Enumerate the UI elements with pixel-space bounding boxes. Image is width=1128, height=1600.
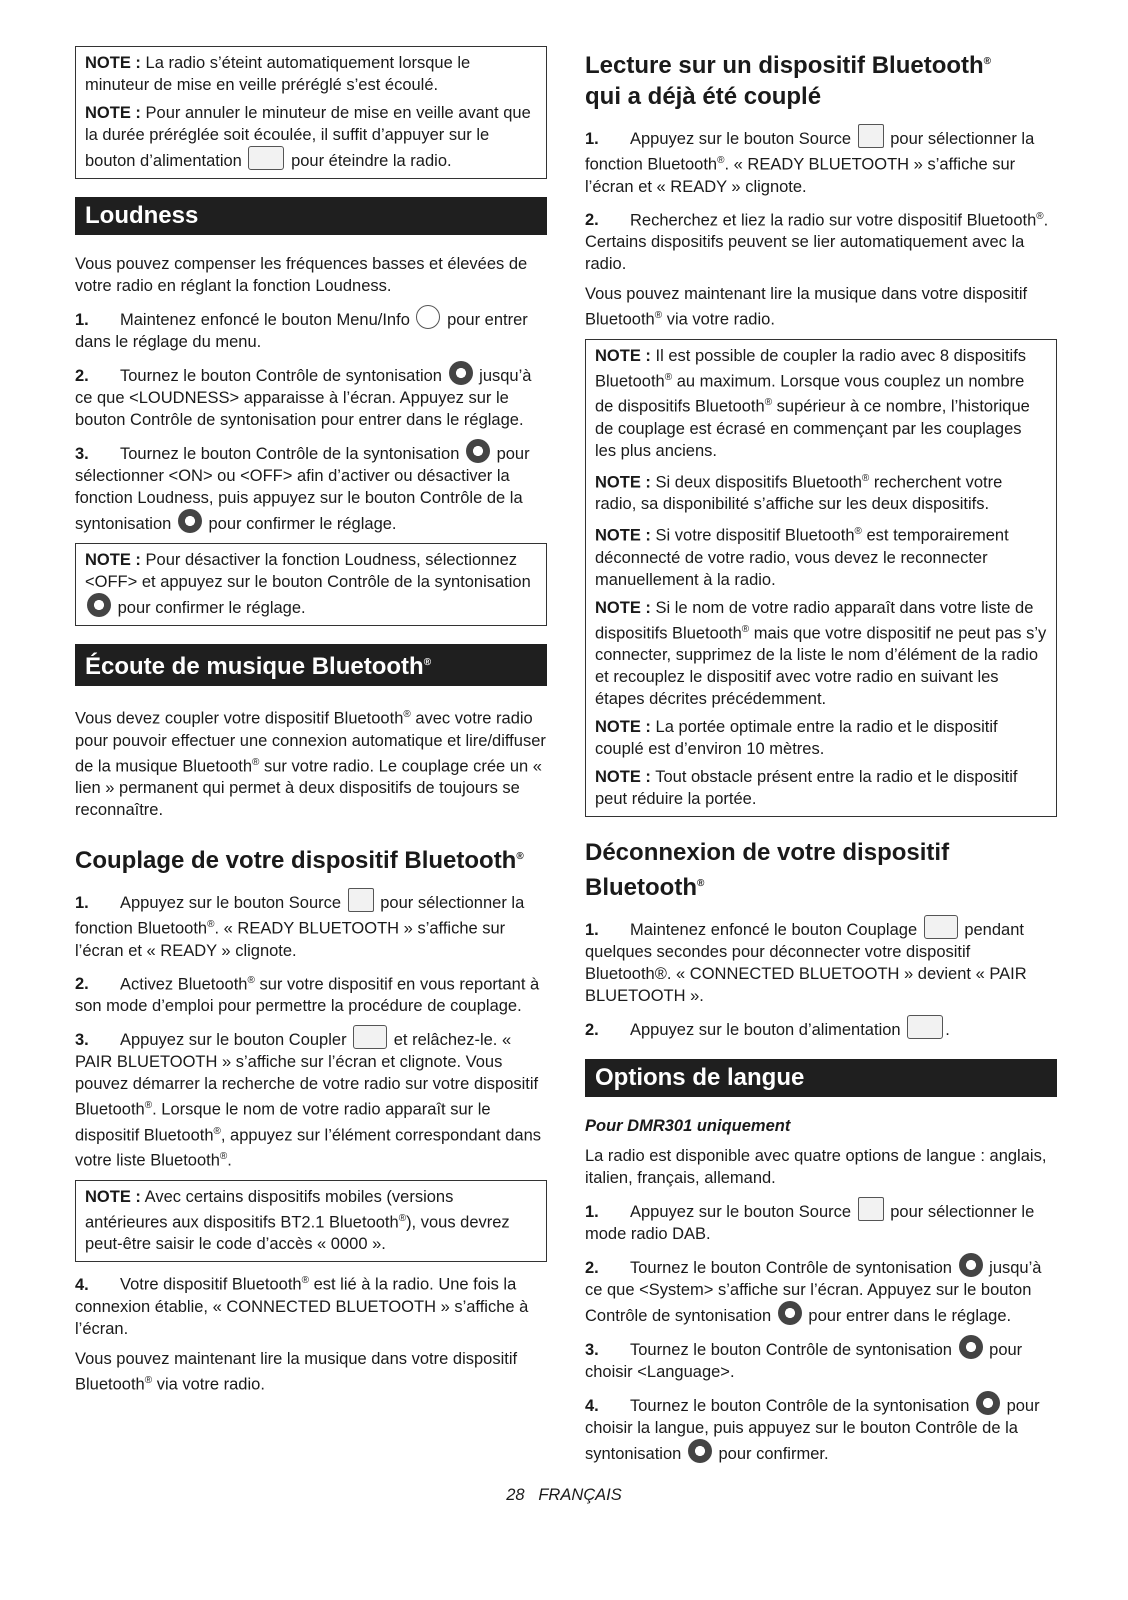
language-step-4: 4. Tournez le bouton Contrôle de la syntonisation pour choisir la langue, puis appuyez sur le bouton Contrôle de la syntonisation pour confirmer. bbox=[585, 1391, 1057, 1465]
note-paragraph: NOTE : Pour désactiver la fonction Loudness, sélectionnez <OFF> et appuyez sur le bouton Contrôle de la syntonisation pour confirmer le réglage. bbox=[85, 551, 531, 617]
note-box-bluetooth bbox=[585, 339, 1057, 818]
subsection-title-playback: Lecture sur un dispositif Bluetooth® qui a déjà été couplé bbox=[585, 52, 992, 110]
language-step-2: 2. Tournez le bouton Contrôle de syntonisation jusqu’à ce que <System> s’affiche sur l’écran. Appuyez sur le bouton Contrôle de syntonisation pour entrer dans le réglage. bbox=[585, 1253, 1057, 1327]
note-box-sleep bbox=[75, 46, 547, 179]
pair-button-icon bbox=[924, 915, 958, 939]
pairing-step-4: 4. Votre dispositif Bluetooth® est lié à la radio. Une fois la connexion établie, « CONNECTED BLUETOOTH » s’affiche à l’écran. bbox=[75, 1275, 529, 1338]
source-button-icon bbox=[348, 888, 374, 912]
power-button-icon bbox=[907, 1015, 943, 1039]
tuning-knob-icon bbox=[959, 1253, 983, 1277]
language-step-3: 3. Tournez le bouton Contrôle de syntonisation pour choisir <Language>. bbox=[585, 1335, 1057, 1383]
section-title-bluetooth: Écoute de musique Bluetooth® bbox=[75, 644, 547, 686]
playback-step-2: 2. Recherchez et liez la radio sur votre dispositif Bluetooth®. Certains dispositifs peuvent se lier automatiquement avec la radio. bbox=[585, 210, 1049, 273]
note-paragraph: NOTE : Tout obstacle présent entre la radio et le dispositif peut réduire la portée. bbox=[595, 768, 1018, 808]
note-paragraph: NOTE : Pour annuler le minuteur de mise en veille avant que la durée préréglée soit écoulée, il suffit d’appuyer sur le bouton d’alimentation pour éteindre la radio. bbox=[85, 104, 531, 170]
loudness-intro: Vous pouvez compenser les fréquences basses et élevées de votre radio en réglant la fonction Loudness. bbox=[75, 255, 528, 295]
right-column bbox=[585, 46, 1057, 1473]
pairing-step-3: 3. Appuyez sur le bouton Coupler et relâchez-le. « PAIR BLUETOOTH » s’affiche sur l’écran et clignote. Vous pouvez démarrer la recherche de votre radio sur votre dispositif Bluetooth®. Lorsque le nom de votre radio apparaît sur le dispositif Bluetooth®, appuyez sur l’élément correspondant dans votre liste Bluetooth®. bbox=[75, 1025, 547, 1172]
left-column bbox=[75, 46, 547, 1403]
note-box-loudness bbox=[75, 543, 547, 626]
note-paragraph: NOTE : Il est possible de coupler la radio avec 8 dispositifs Bluetooth® au maximum. Lorsque vous couplez un nombre de dispositifs Bluetooth® supérieur à ce nombre, l’historique de couplage est écrasé en commençant par les couplages les plus anciens. bbox=[595, 346, 1030, 460]
power-button-icon bbox=[248, 146, 284, 170]
playback-step-1: 1. Appuyez sur le bouton Source pour sélectionner la fonction Bluetooth®. « READY BLUETOOTH » s’affiche sur l’écran et « READY » clignote. bbox=[585, 124, 1057, 198]
tuning-knob-icon bbox=[778, 1301, 802, 1325]
tuning-knob-icon bbox=[466, 439, 490, 463]
tuning-knob-icon bbox=[178, 509, 202, 533]
section-title-language: Options de langue bbox=[585, 1059, 1057, 1097]
source-button-icon bbox=[858, 1197, 884, 1221]
source-button-icon bbox=[858, 124, 884, 148]
loudness-step-3: 3. Tournez le bouton Contrôle de la syntonisation pour sélectionner <ON> ou <OFF> afin d’activer ou désactiver la fonction Loudness, puis appuyez sur le bouton Contrôle de la syntonisation pour confirmer le réglage. bbox=[75, 439, 547, 535]
footer-language: FRANÇAIS bbox=[538, 1486, 622, 1504]
note-paragraph: NOTE : La portée optimale entre la radio et le dispositif couplé est d’environ 10 mètres. bbox=[595, 718, 998, 758]
tuning-knob-icon bbox=[959, 1335, 983, 1359]
loudness-step-1: 1. Maintenez enfoncé le bouton Menu/Info pour entrer dans le réglage du menu. bbox=[75, 305, 547, 353]
menu-info-icon bbox=[416, 305, 440, 329]
note-paragraph: NOTE : La radio s’éteint automatiquement lorsque le minuteur de mise en veille préréglé s’est écoulé. bbox=[85, 54, 471, 94]
tuning-knob-icon bbox=[449, 361, 473, 385]
pairing-step-1: 1. Appuyez sur le bouton Source pour sélectionner la fonction Bluetooth®. « READY BLUETOOTH » s’affiche sur l’écran et « READY » clignote. bbox=[75, 888, 547, 962]
language-step-1: 1. Appuyez sur le bouton Source pour sélectionner le mode radio DAB. bbox=[585, 1197, 1057, 1245]
pairing-step-2: 2. Activez Bluetooth® sur votre dispositif en vous reportant à son mode d’emploi pour permettre la procédure de couplage. bbox=[75, 974, 540, 1015]
note-paragraph: NOTE : Si deux dispositifs Bluetooth® recherchent votre radio, sa disponibilité s’affiche sur les deux dispositifs. bbox=[595, 472, 1003, 513]
subsection-title-disconnect: Déconnexion de votre dispositif Bluetooth® bbox=[585, 839, 950, 901]
loudness-step-2: 2. Tournez le bouton Contrôle de syntonisation jusqu’à ce que <LOUDNESS> apparaisse à l’écran. Appuyez sur le bouton Contrôle de syntonisation pour entrer dans le réglage. bbox=[75, 361, 547, 431]
subsection-title-pairing: Couplage de votre dispositif Bluetooth® bbox=[75, 847, 524, 874]
language-intro: La radio est disponible avec quatre options de langue : anglais, italien, français, allemand. bbox=[585, 1147, 1047, 1187]
tuning-knob-icon bbox=[688, 1439, 712, 1463]
note-paragraph: NOTE : Si le nom de votre radio apparaît dans votre liste de dispositifs Bluetooth® mais que votre dispositif ne peut pas s’y connecter, supprimez de la liste le nom d’élément de la radio et recouplez le dispositif avec votre radio en suivant les étapes décrites précédemment. bbox=[595, 598, 1047, 708]
page-number: 28 bbox=[506, 1486, 525, 1504]
disconnect-step-1: 1. Maintenez enfoncé le bouton Couplage pendant quelques secondes pour déconnecter votre dispositif Bluetooth®. « CONNECTED BLUETOOTH » devient « PAIR BLUETOOTH ». bbox=[585, 915, 1057, 1007]
page-footer bbox=[0, 1486, 1128, 1505]
tuning-knob-icon bbox=[976, 1391, 1000, 1415]
playback-end: Vous pouvez maintenant lire la musique dans votre dispositif Bluetooth® via votre radio. bbox=[585, 285, 1028, 329]
pairing-end: Vous pouvez maintenant lire la musique dans votre dispositif Bluetooth® via votre radio. bbox=[75, 1349, 518, 1393]
tuning-knob-icon bbox=[87, 593, 111, 617]
note-paragraph: NOTE : Si votre dispositif Bluetooth® est temporairement déconnecté de votre radio, vous devez le reconnecter manuellement à la radio. bbox=[595, 526, 1009, 589]
pair-button-icon bbox=[353, 1025, 387, 1049]
note-paragraph: NOTE : Avec certains dispositifs mobiles (versions antérieures aux dispositifs BT2.1 Bluetooth®), vous devrez peut-être saisir le code d’accès « 0000 ». bbox=[85, 1187, 510, 1253]
section-title-loudness: Loudness bbox=[75, 197, 547, 235]
note-box-passcode bbox=[75, 1180, 547, 1263]
model-note: Pour DMR301 uniquement bbox=[585, 1117, 791, 1135]
bluetooth-intro: Vous devez coupler votre dispositif Bluetooth® avec votre radio pour pouvoir effectuer une connexion automatique et lire/diffuser de la musique Bluetooth® sur votre radio. Le couplage crée un « lien » permanent qui permet à deux dispositifs de toujours se reconnaître. bbox=[75, 709, 546, 819]
disconnect-step-2: 2. Appuyez sur le bouton d’alimentation . bbox=[585, 1015, 1057, 1041]
